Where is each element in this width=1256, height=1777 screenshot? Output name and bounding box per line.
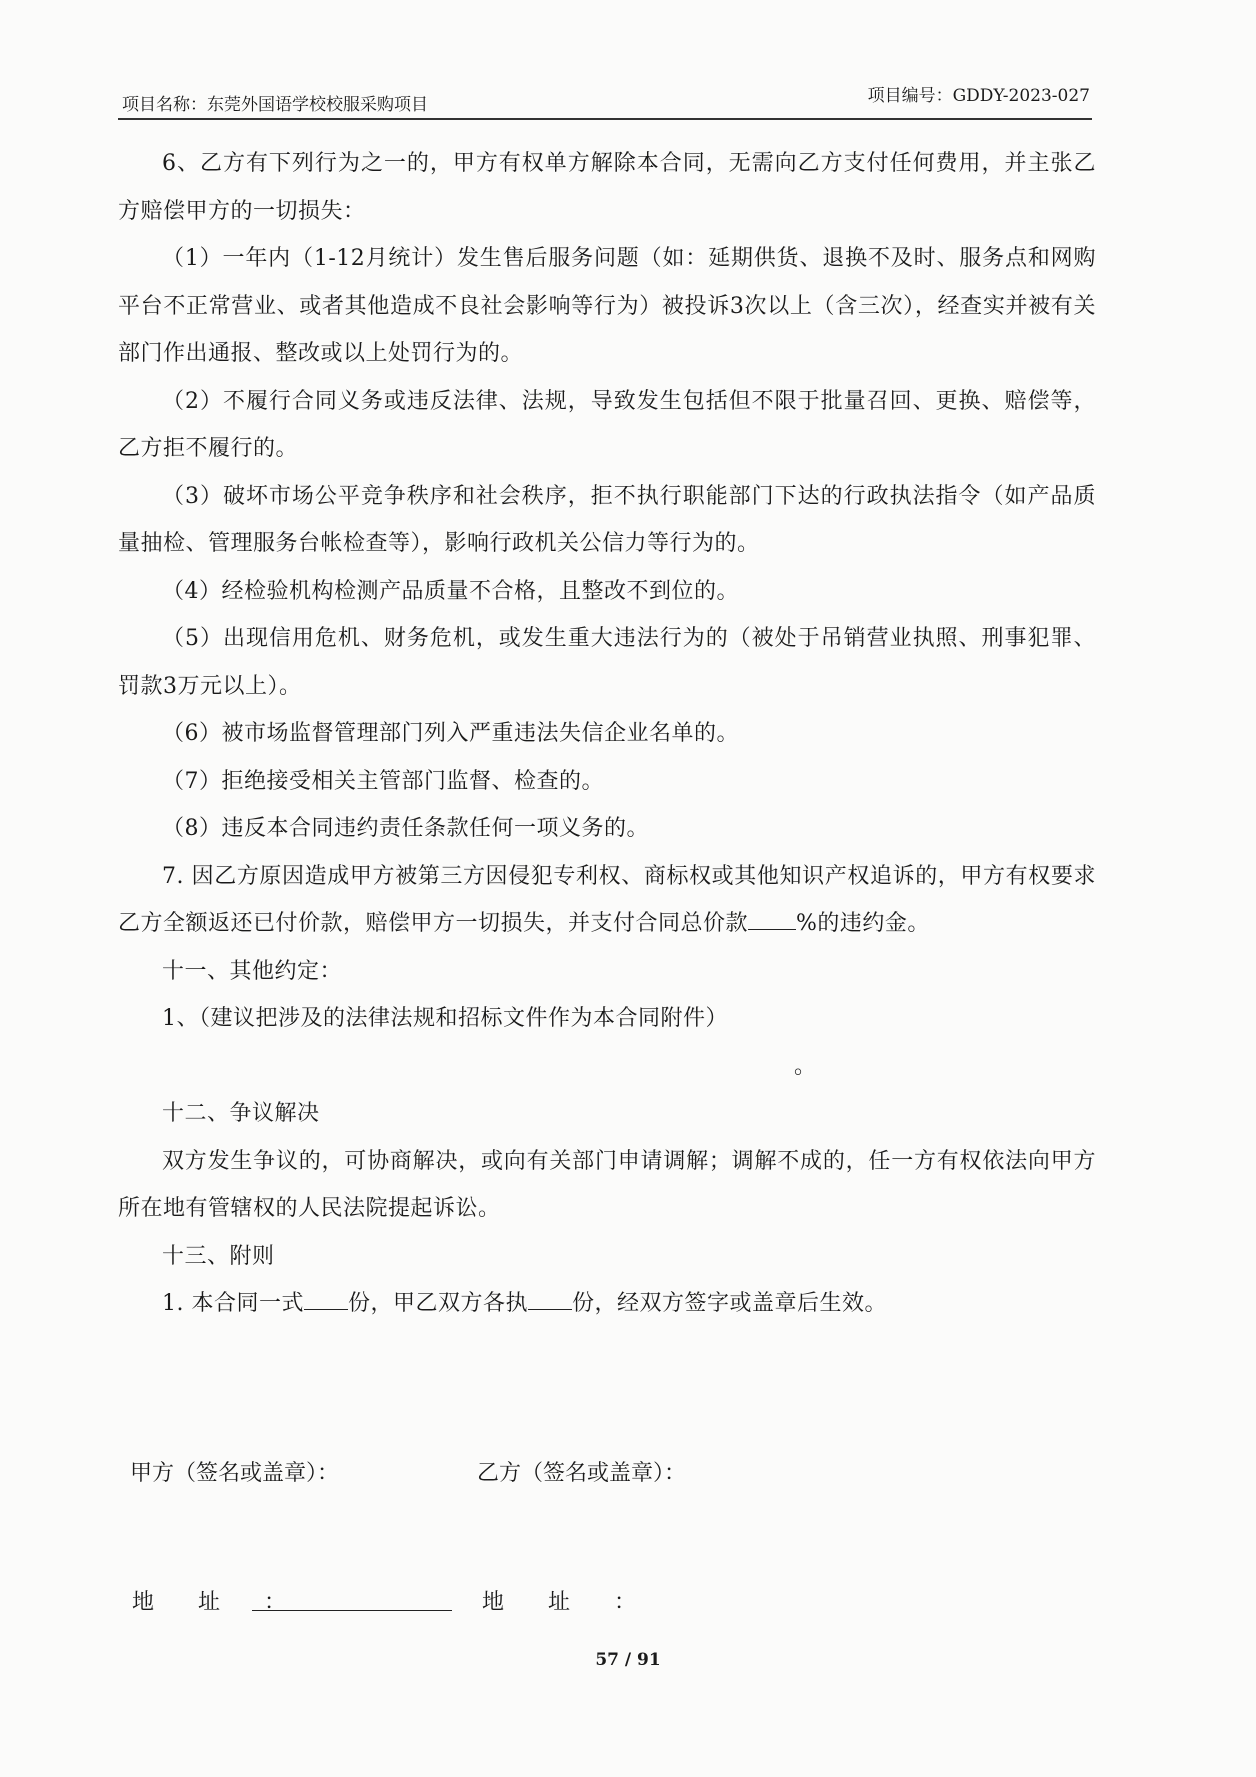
party-a-address-blank[interactable]: [252, 1610, 452, 1611]
clause-6-item-7: （7）拒绝接受相关主管部门监督、检查的。: [162, 768, 604, 794]
section-11-heading: 十一、其他约定：: [162, 958, 343, 984]
project-number: 项目编号：GDDY-2023-027: [867, 86, 1090, 106]
copies-text-c: 份，经双方签字或盖章后生效。: [572, 1291, 888, 1316]
section-13-item-1: [118, 1280, 1096, 1328]
clause-7-tail: %的违约金。: [796, 911, 930, 936]
section-11-period: 。: [794, 1053, 817, 1079]
copies-text-b: 份，甲乙双方各执: [347, 1291, 528, 1316]
party-a-address-label: 地址：: [132, 1590, 331, 1615]
clause-6-item-4: （4）经检验机构检测产品质量不合格，且整改不到位的。: [162, 578, 739, 604]
total-copies-blank[interactable]: [304, 1287, 348, 1310]
clause-6: 6、乙方有下列行为之一的，甲方有权单方解除本合同，无需向乙方支付任何费用，并主张乙方赔偿甲方的一切损失：: [118, 151, 1096, 224]
section-12-text: 双方发生争议的，可协商解决，或向有关部门申请调解；调解不成的，任一方有权依法向甲方所在地有管辖权的人民法院提起诉讼。: [118, 1148, 1096, 1221]
each-copies-blank[interactable]: [528, 1287, 572, 1310]
clause-7: [118, 853, 1096, 948]
clause-6-item-8: （8）违反本合同违约责任条款任何一项义务的。: [162, 816, 649, 841]
section-11-item-1: 1、（建议把涉及的法律法规和招标文件作为本合同附件）: [162, 1006, 728, 1031]
page-number: 57 / 91: [595, 1650, 661, 1670]
section-13-heading: 十三、附则: [162, 1243, 275, 1269]
party-b-address-label: 地址：: [482, 1590, 681, 1615]
clause-6-item-1: （1）一年内（1-12月统计）发生售后服务问题（如：延期供货、退换不及时、服务点和网购平台不正常营业、或者其他造成不良社会影响等行为）被投诉3次以上（含三次），经查实并被有关部门作出通报、整改或以上处罚行为的。: [118, 246, 1096, 366]
clause-6-item-5: （5）出现信用危机、财务危机，或发生重大违法行为的（被处于吊销营业执照、刑事犯罪、罚款3万元以上）。: [118, 626, 1096, 699]
clause-6-item-2: （2）不履行合同义务或违反法律、法规，导致发生包括但不限于批量召回、更换、赔偿等，乙方拒不履行的。: [118, 388, 1096, 461]
project-name: 项目名称：东莞外国语学校校服采购项目: [122, 95, 428, 115]
penalty-percent-blank[interactable]: [748, 907, 796, 930]
clause-6-item-3: （3）破坏市场公平竞争秩序和社会秩序，拒不执行职能部门下达的行政执法指令（如产品质量抽检、管理服务台帐检查等），影响行政机关公信力等行为的。: [118, 483, 1096, 556]
address-row: [132, 1585, 681, 1616]
section-12-heading: 十二、争议解决: [162, 1101, 320, 1126]
clause-6-item-6: （6）被市场监督管理部门列入严重违法失信企业名单的。: [162, 721, 739, 746]
contract-body: [118, 140, 1096, 1328]
clause-7-text: 7. 因乙方原因造成甲方被第三方因侵犯专利权、商标权或其他知识产权追诉的，甲方有权要求乙方全额返还已付价款，赔偿甲方一切损失，并支付合同总价款: [118, 863, 1096, 936]
party-b-signature[interactable]: 乙方（签名或盖章）：: [477, 1461, 687, 1486]
page-header: [118, 78, 1092, 120]
copies-text-a: 1. 本合同一式: [162, 1291, 304, 1316]
party-a-signature[interactable]: 甲方（签名或盖章）：: [130, 1461, 340, 1486]
